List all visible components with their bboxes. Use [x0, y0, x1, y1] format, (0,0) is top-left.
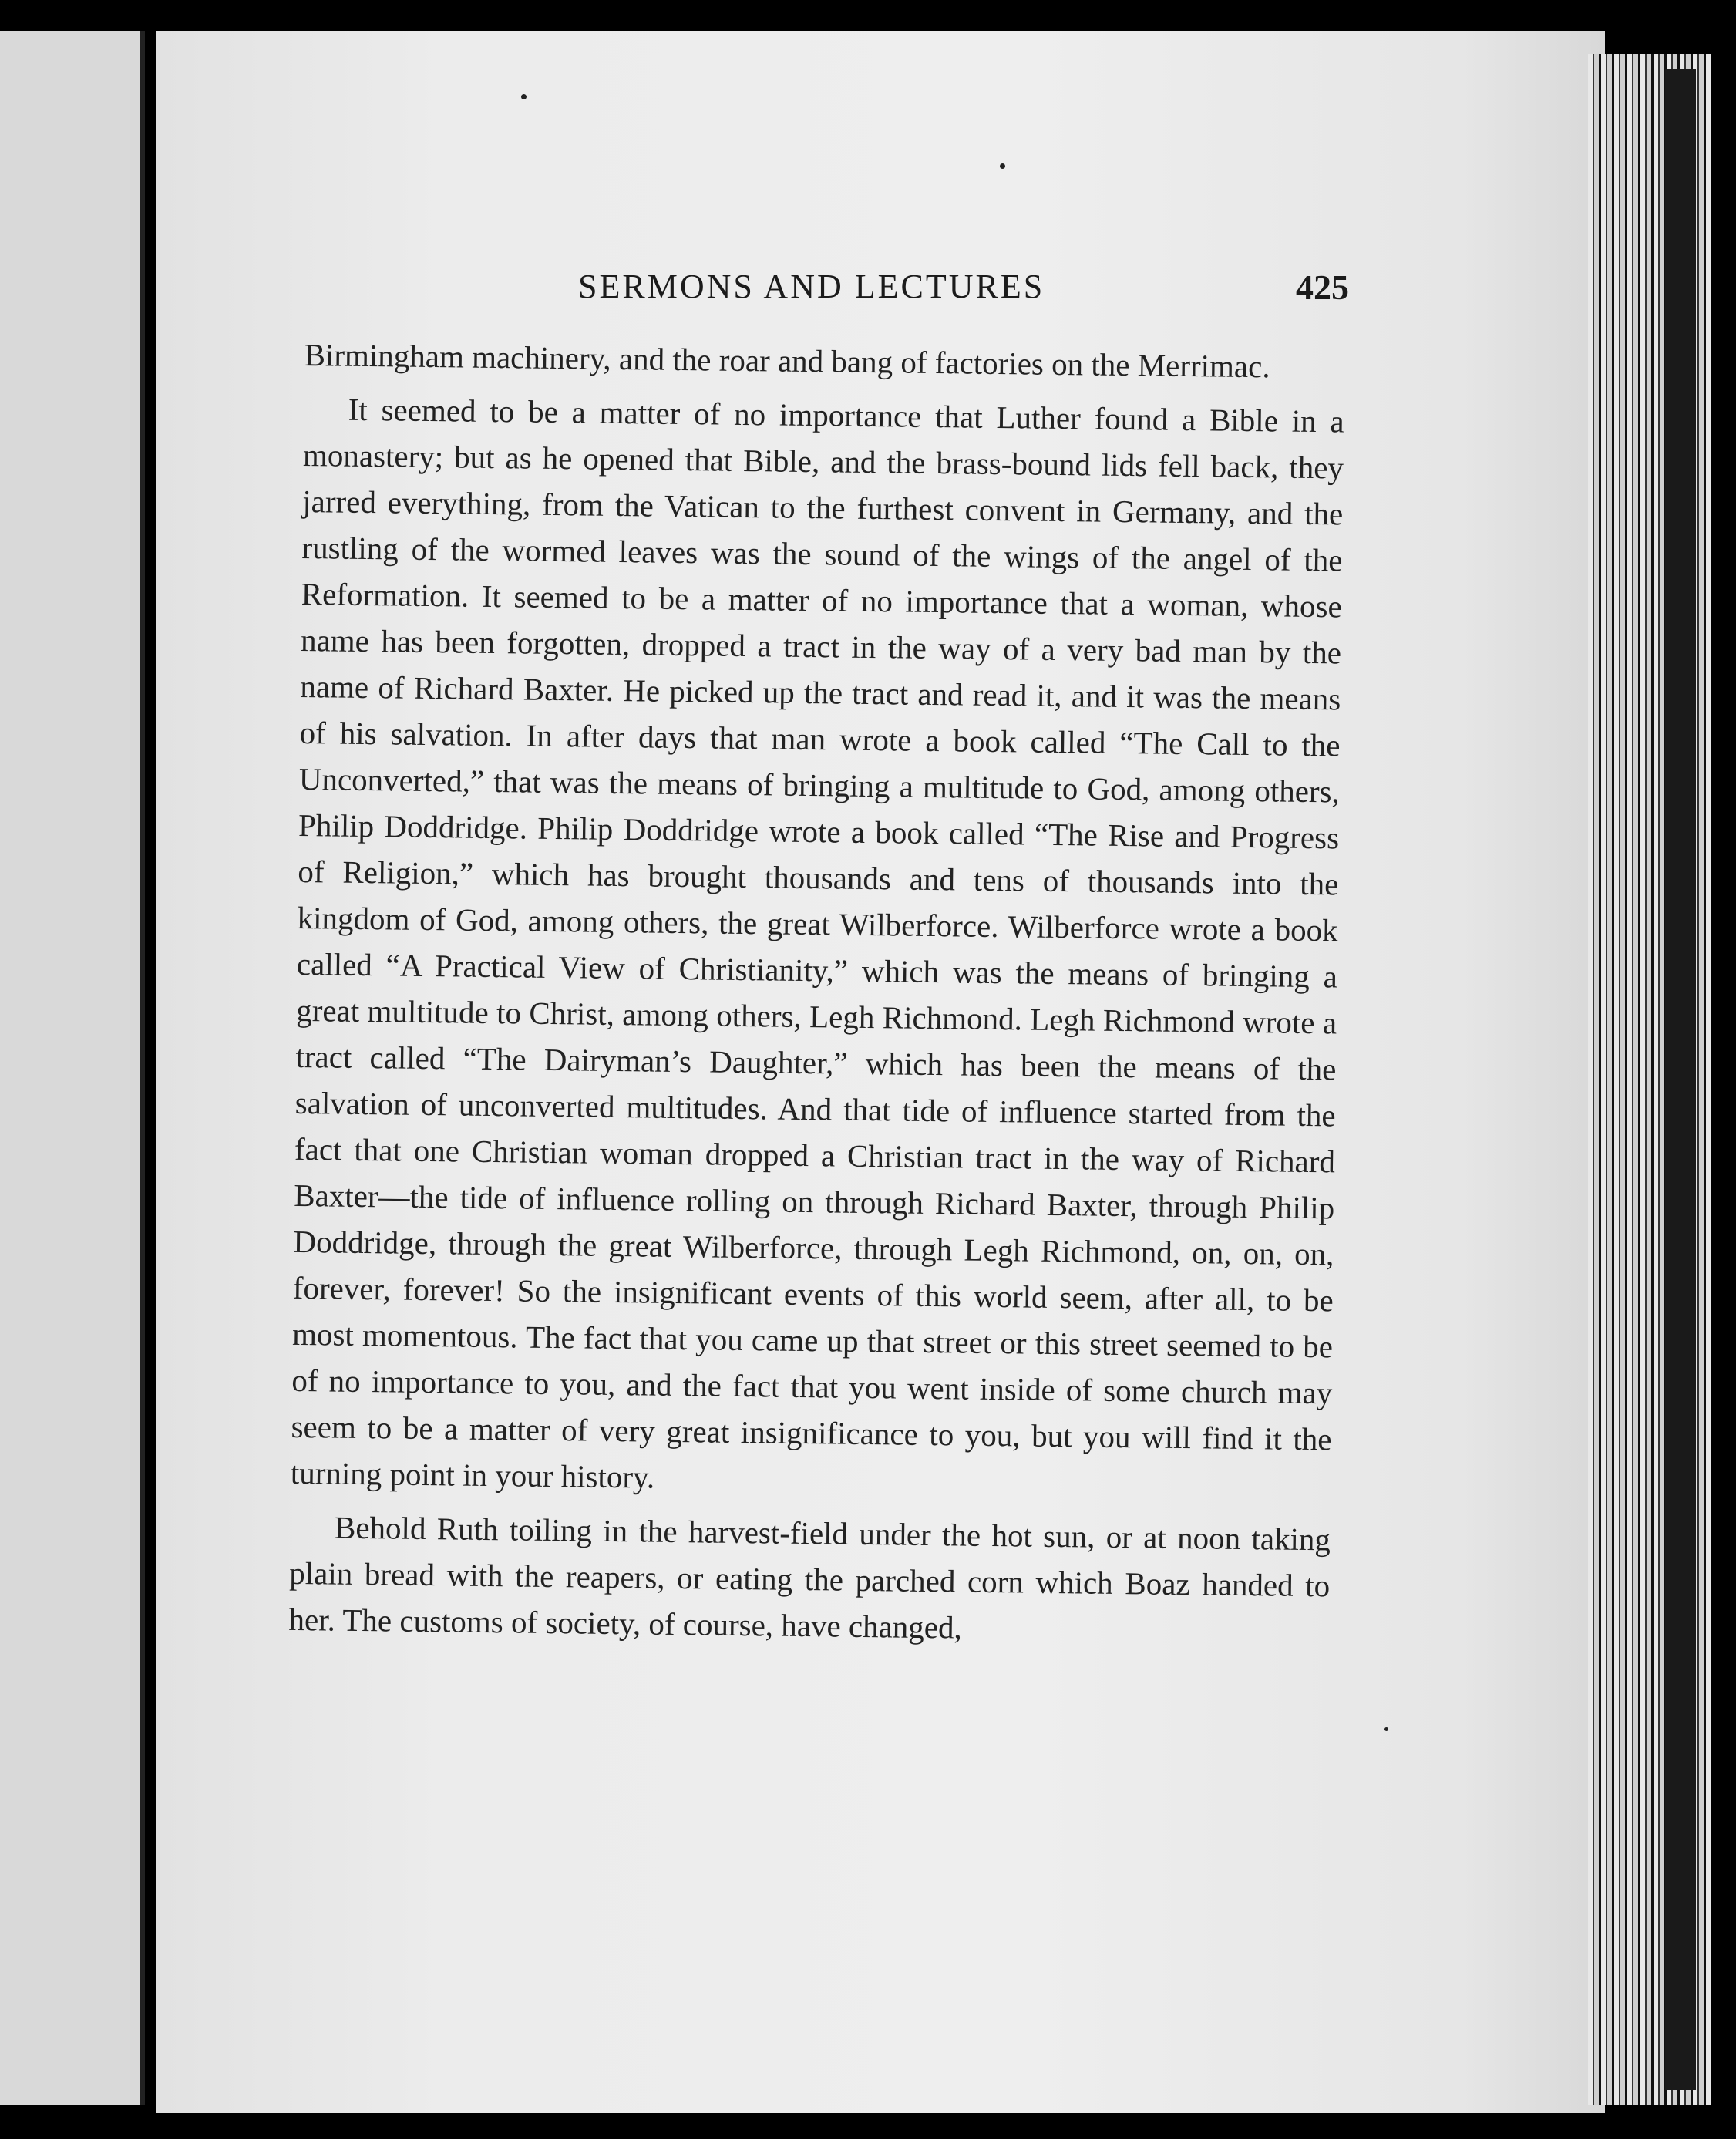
page-header	[324, 267, 1349, 313]
dust-speck	[1000, 163, 1005, 169]
paragraph: Behold Ruth toiling in the harvest-field under the hot sun, or at noon taking plain bread with the reapers, or eating the parched corn which Boaz handed to her. The customs of society, of course, have changed,	[288, 1509, 1331, 1646]
page-number: 425	[1296, 268, 1349, 307]
book-block-shadow	[1665, 69, 1696, 2090]
body-text	[288, 332, 1345, 1662]
dust-speck	[1384, 1727, 1388, 1731]
paragraph-continuation: Birmingham machinery, and the roar and bang of factories on the Merrimac.	[304, 336, 1270, 385]
facing-page-edge	[0, 31, 145, 2105]
dust-speck	[521, 94, 527, 99]
paragraph: It seemed to be a matter of no importance that Luther found a Bible in a monastery; but as he opened that Bible, and the brass-bound lids fell back, they jarred everything, from the Vatican to the furthest convent in Germany, and the rustling of the wormed leaves was the sound of the wings of the angel of the Reformation. It seemed to be a matter of no importance that a woman, whose name has been forgotten, dropped a tract in the way of a very bad man by the name of Richard Baxter. He picked up the tract and read it, and it was the means of his salvation. In after days that man wrote a book called “The Call to the Unconverted,” that was the means of bringing a multitude to God, among others, Philip Doddridge. Philip Doddridge wrote a book called “The Rise and Progress of Religion,” which has brought thousands and tens of thousands into the kingdom of God, among others, the great Wilberforce. Wilberforce wrote a book called “A Practical View of Christianity,” which was the means of bringing a great multitude to Christ, among others, Legh Richmond. Legh Richmond wrote a tract called “The Dairyman’s Daughter,” which has been the means of the salvation of unconverted multitudes. And that tide of influence started from the fact that one Christian woman dropped a Christian tract in the way of Richard Baxter—the tide of influence rolling on through Richard Baxter, through Philip Doddridge, through the great Wilberforce, through Legh Richmond, on, on, on, forever, forever! So the insignificant events of this world seem, after all, to be most momentous. The fact that you came up that street or this street seemed to be of no importance to you, and the fact that you went inside of some church may seem to be a matter of very great insignificance to you, but you will find it the turning point in your history.	[290, 391, 1344, 1495]
running-head: SERMONS AND LECTURES	[578, 268, 1045, 305]
